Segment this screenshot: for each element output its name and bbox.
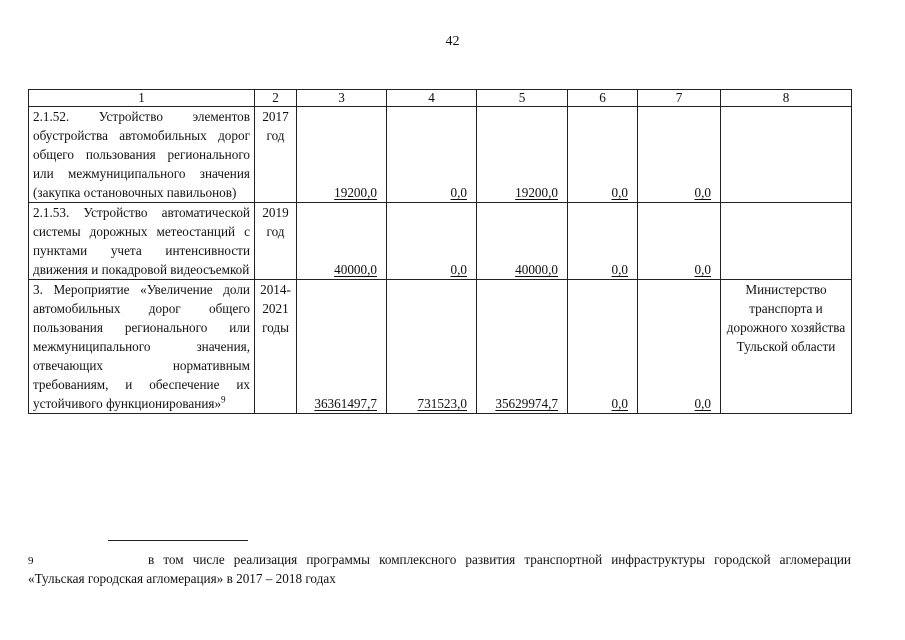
footnote-text: в том числе реализация программы комплексного развития транспортной инфраструктуры городской агломерации «Тульская городская агломерация» в 2017 – 2018 годах bbox=[28, 552, 851, 586]
row-name: 3. Мероприятие «Увеличение доли автомобильных дорог общего пользования регионального или межмуниципального значения, отвечающих нормативным требованиям, и обеспечение их устойчивого функционирования»$^9$ bbox=[29, 280, 255, 414]
table-row bbox=[29, 280, 852, 414]
row-name: 2.1.52. Устройство элементов обустройства автомобильных дорог общего пользования регионального или межмуниципального значения (закупка остановочных павильонов) bbox=[29, 107, 255, 203]
footnote-mark: 9 bbox=[28, 555, 34, 567]
cell-value: 19200,0 bbox=[477, 107, 568, 203]
cell-value: 0,0 bbox=[638, 280, 721, 414]
column-header: 6 bbox=[568, 90, 638, 107]
footnote-divider bbox=[108, 540, 248, 541]
cell-value: 0,0 bbox=[387, 107, 477, 203]
cell-value: 19200,0 bbox=[297, 107, 387, 203]
cell-value: 731523,0 bbox=[387, 280, 477, 414]
column-header: 8 bbox=[721, 90, 852, 107]
row-period: 2014-2021 годы bbox=[255, 280, 297, 414]
cell-value: 0,0 bbox=[638, 107, 721, 203]
cell-value: 40000,0 bbox=[477, 203, 568, 280]
row-name: 2.1.53. Устройство автоматической системы дорожных метеостанций с пунктами учета интенсивности движения и покадровой видеосъемкой bbox=[29, 203, 255, 280]
budget-table bbox=[28, 89, 852, 414]
column-header: 3 bbox=[297, 90, 387, 107]
row-responsible bbox=[721, 203, 852, 280]
footnote-ref: 9 bbox=[221, 394, 226, 405]
cell-value: 0,0 bbox=[638, 203, 721, 280]
cell-value: 0,0 bbox=[387, 203, 477, 280]
row-period: 2019 год bbox=[255, 203, 297, 280]
cell-value: 36361497,7 bbox=[297, 280, 387, 414]
table-row bbox=[29, 107, 852, 203]
row-responsible bbox=[721, 107, 852, 203]
header-row bbox=[29, 90, 852, 107]
column-header: 2 bbox=[255, 90, 297, 107]
page-number: 42 bbox=[445, 34, 460, 49]
cell-value: 0,0 bbox=[568, 107, 638, 203]
cell-value: 0,0 bbox=[568, 203, 638, 280]
column-header: 7 bbox=[638, 90, 721, 107]
cell-value: 0,0 bbox=[568, 280, 638, 414]
row-responsible: Министерство транспорта и дорожного хозяйства Тульской области bbox=[721, 280, 852, 414]
footnote bbox=[28, 551, 851, 588]
column-header: 5 bbox=[477, 90, 568, 107]
cell-value: 35629974,7 bbox=[477, 280, 568, 414]
cell-value: 40000,0 bbox=[297, 203, 387, 280]
column-header: 4 bbox=[387, 90, 477, 107]
table-row bbox=[29, 203, 852, 280]
row-period: 2017 год bbox=[255, 107, 297, 203]
column-header: 1 bbox=[29, 90, 255, 107]
